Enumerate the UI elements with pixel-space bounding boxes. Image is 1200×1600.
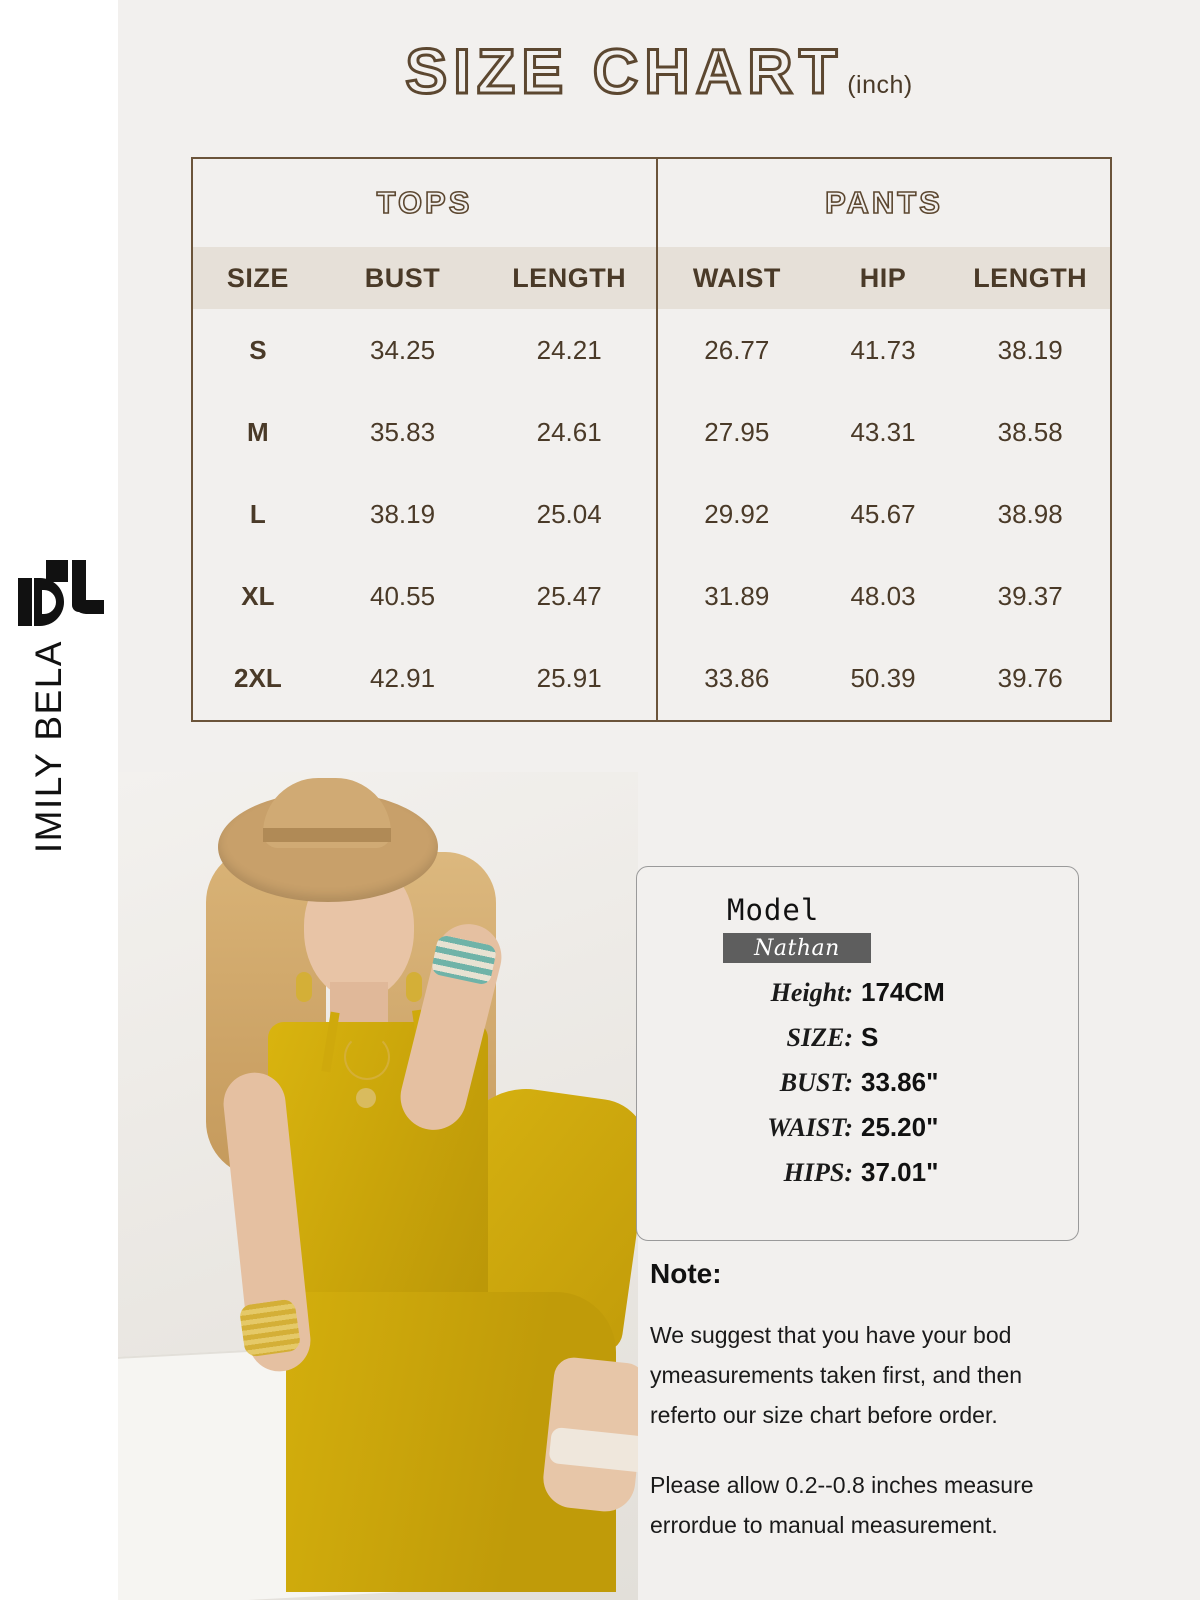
- column-header-waist: WAIST: [656, 247, 816, 309]
- model-photo: [118, 772, 638, 1600]
- column-header-size: SIZE: [226, 262, 289, 293]
- cell-pant-length: 39.76: [997, 663, 1063, 694]
- cell-waist: 31.89: [656, 556, 816, 638]
- model-label: Model: [727, 893, 820, 927]
- table-row: [193, 391, 1110, 473]
- cell-top-length: 25.47: [536, 581, 602, 612]
- photo-earring-left: [296, 972, 312, 1002]
- spec-value: 25.20": [861, 1112, 939, 1142]
- cell-top-length: 24.61: [536, 416, 602, 447]
- photo-gold-bangles: [239, 1298, 302, 1357]
- page-title-text: SIZE CHART: [405, 37, 844, 107]
- column-header-pant-length: LENGTH: [973, 262, 1088, 293]
- brand-name: IMILY BELA: [28, 640, 69, 854]
- cell-pant-length: 39.37: [997, 581, 1063, 612]
- imily-bela-logo-icon: [18, 560, 106, 626]
- cell-bust: 42.91: [370, 663, 436, 694]
- spec-value: 37.01": [861, 1157, 939, 1187]
- photo-pendant: [356, 1088, 376, 1108]
- cell-bust: 40.55: [370, 581, 436, 612]
- model-name: Nathan: [754, 935, 840, 961]
- cell-hip: 43.31: [850, 416, 916, 447]
- cell-waist: 27.95: [656, 391, 816, 473]
- model-spec-bust: [637, 1067, 1078, 1098]
- spec-value: 33.86": [861, 1067, 939, 1097]
- table-column-header-row: [193, 247, 1110, 309]
- cell-bust: 35.83: [370, 416, 436, 447]
- note-body: [650, 1315, 1094, 1575]
- cell-hip: 48.03: [850, 581, 916, 612]
- table-row: [193, 556, 1110, 638]
- cell-hip: 41.73: [850, 334, 916, 365]
- note-title: Note:: [650, 1258, 722, 1289]
- cell-pant-length: 38.98: [997, 499, 1063, 529]
- cell-bust: 38.19: [370, 499, 436, 529]
- page-title-unit: (inch): [847, 71, 913, 99]
- cell-size: M: [247, 416, 269, 447]
- photo-necklace: [344, 1034, 390, 1080]
- cell-pant-length: 38.58: [997, 416, 1063, 447]
- note-paragraph-2: Please allow 0.2--0.8 inches measure errordue to manual measurement.: [650, 1472, 1034, 1538]
- cell-bust: 34.25: [370, 334, 436, 365]
- cell-hip: 50.39: [850, 663, 916, 694]
- spec-key: SIZE:: [786, 1023, 853, 1052]
- brand-block: [12, 560, 104, 853]
- spec-key: Height:: [770, 978, 853, 1007]
- model-spec-height: [637, 977, 1078, 1008]
- spec-value: S: [861, 1022, 879, 1052]
- table-group-header-row: [193, 159, 1110, 247]
- column-header-top-length: LENGTH: [512, 262, 627, 293]
- photo-earring-right: [406, 972, 422, 1002]
- table-row: [193, 473, 1110, 555]
- table-row: [193, 638, 1110, 720]
- photo-straw-hat-band: [263, 828, 391, 842]
- group-header-pants: PANTS: [656, 159, 1110, 247]
- spec-key: HIPS:: [783, 1158, 853, 1187]
- size-chart-table: [191, 157, 1112, 722]
- page-title: [118, 36, 1200, 108]
- cell-size: L: [249, 499, 266, 529]
- cell-top-length: 25.04: [536, 499, 602, 529]
- model-spec-size: [637, 1022, 1078, 1053]
- cell-size: XL: [241, 581, 275, 612]
- note-paragraph-1: We suggest that you have your bod ymeasurements taken first, and then referto our size chart before order.: [650, 1322, 1023, 1428]
- table-row: [193, 309, 1110, 391]
- model-info-box: [636, 866, 1079, 1241]
- cell-size: 2XL: [234, 663, 282, 694]
- spec-key: BUST:: [779, 1068, 853, 1097]
- cell-pant-length: 38.19: [997, 334, 1063, 365]
- cell-size: S: [249, 334, 267, 365]
- brand-rail: [0, 0, 118, 1600]
- cell-top-length: 24.21: [536, 334, 602, 365]
- cell-waist: 26.77: [656, 309, 816, 391]
- column-header-hip: HIP: [859, 262, 907, 293]
- cell-hip: 45.67: [850, 499, 916, 529]
- group-header-tops: TOPS: [376, 185, 473, 220]
- model-name-badge: [723, 933, 871, 963]
- cell-waist: 33.86: [656, 638, 816, 720]
- cell-top-length: 25.91: [536, 663, 602, 694]
- spec-key: WAIST:: [767, 1113, 853, 1142]
- model-spec-hips: [637, 1157, 1078, 1188]
- spec-value: 174CM: [861, 977, 945, 1007]
- column-header-bust: BUST: [364, 262, 441, 293]
- cell-waist: 29.92: [656, 473, 816, 555]
- model-spec-waist: [637, 1112, 1078, 1143]
- table-body: [193, 309, 1110, 720]
